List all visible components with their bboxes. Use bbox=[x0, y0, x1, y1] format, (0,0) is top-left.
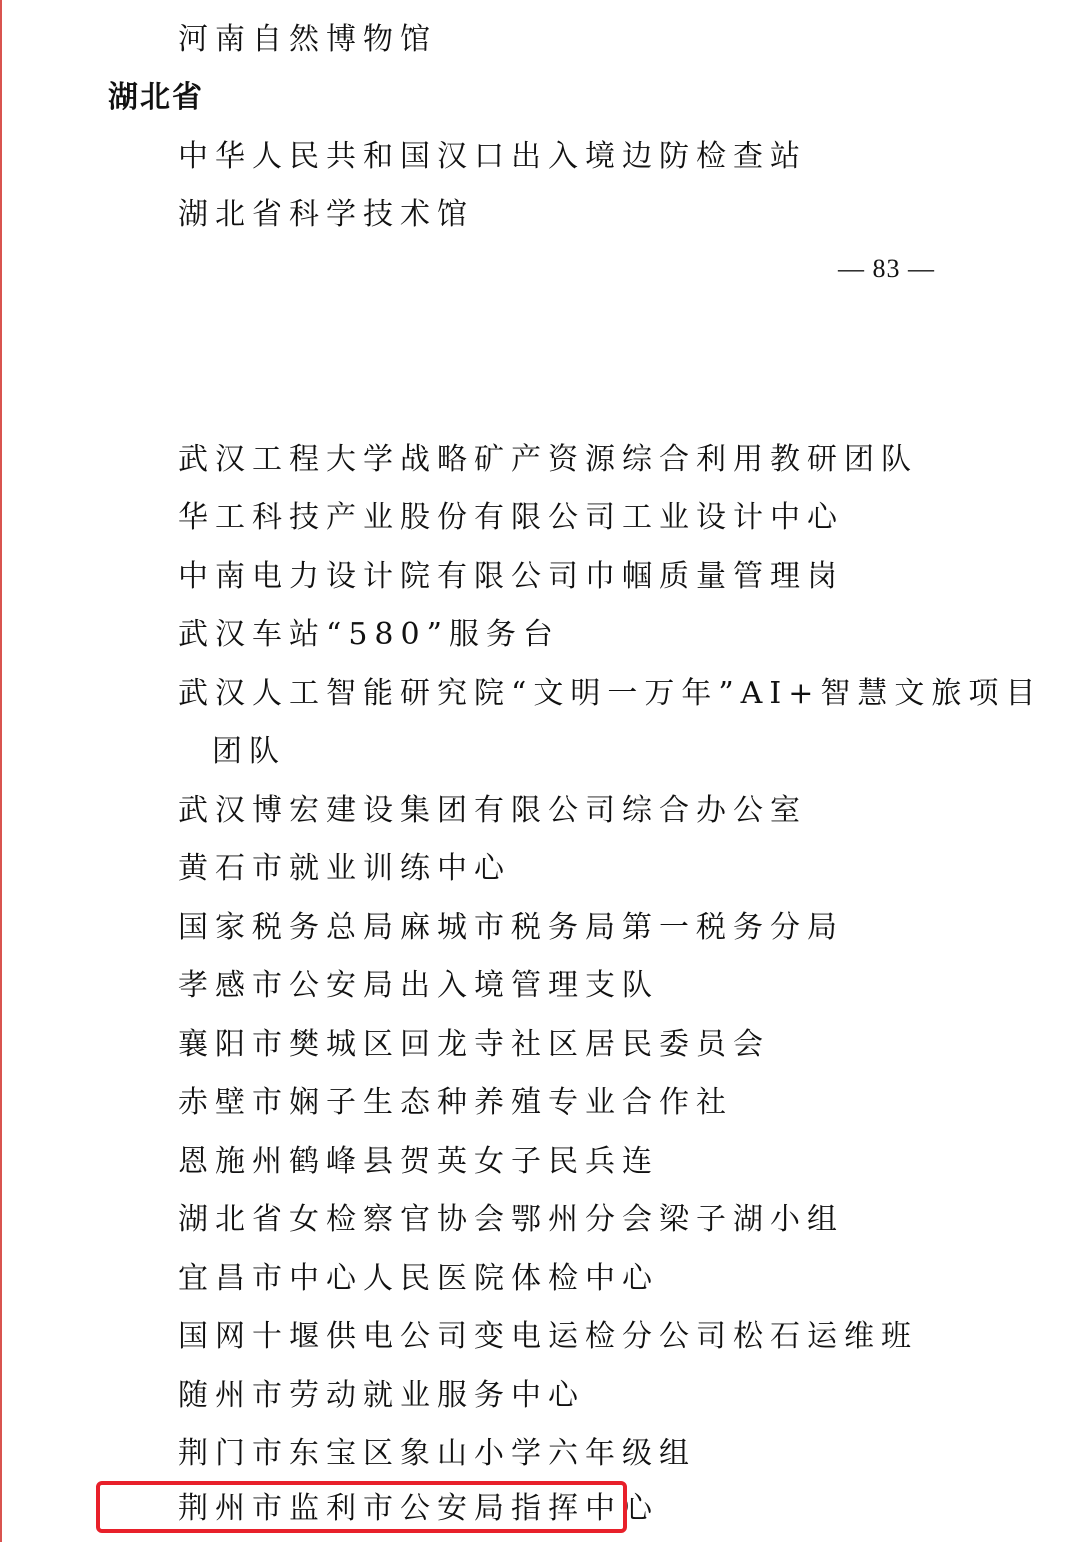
list-item: 湖北省女检察官协会鄂州分会梁子湖小组 bbox=[178, 1202, 844, 1237]
list-item: 华工科技产业股份有限公司工业设计中心 bbox=[178, 500, 844, 535]
list-item: 襄阳市樊城区回龙寺社区居民委员会 bbox=[178, 1027, 770, 1062]
page-edge-rule bbox=[0, 0, 2, 1542]
list-item: 武汉工程大学战略矿产资源综合利用教研团队 bbox=[178, 442, 918, 477]
list-item: 恩施州鹤峰县贺英女子民兵连 bbox=[178, 1144, 659, 1179]
list-item: 随州市劳动就业服务中心 bbox=[178, 1378, 585, 1413]
list-item: 国家税务总局麻城市税务局第一税务分局 bbox=[178, 910, 844, 945]
list-item: 赤壁市娴子生态种养殖专业合作社 bbox=[178, 1085, 733, 1120]
list-item-highlighted: 荆州市监利市公安局指挥中心 bbox=[178, 1491, 659, 1526]
list-item: 中南电力设计院有限公司巾帼质量管理岗 bbox=[178, 559, 844, 594]
province-heading: 湖北省 bbox=[108, 80, 204, 115]
list-item: 国网十堰供电公司变电运检分公司松石运维班 bbox=[178, 1319, 918, 1354]
page-number: — 83 — bbox=[838, 254, 935, 283]
list-item: 武汉博宏建设集团有限公司综合办公室 bbox=[178, 793, 807, 828]
list-item: 黄石市就业训练中心 bbox=[178, 851, 511, 886]
list-item: 湖北省科学技术馆 bbox=[178, 197, 474, 232]
list-item: 宜昌市中心人民医院体检中心 bbox=[178, 1261, 659, 1296]
list-item: 中华人民共和国汉口出入境边防检查站 bbox=[178, 139, 807, 174]
list-item-continuation: 团队 bbox=[212, 734, 286, 769]
list-item: 荆门市东宝区象山小学六年级组 bbox=[178, 1436, 696, 1471]
list-item: 武汉人工智能研究院“文明一万年”AI+智慧文旅项目 bbox=[178, 676, 1043, 711]
list-item: 武汉车站“580”服务台 bbox=[178, 617, 560, 652]
highlight-box bbox=[96, 1481, 627, 1533]
list-item: 孝感市公安局出入境管理支队 bbox=[178, 968, 659, 1003]
list-item: 河南自然博物馆 bbox=[178, 22, 437, 57]
